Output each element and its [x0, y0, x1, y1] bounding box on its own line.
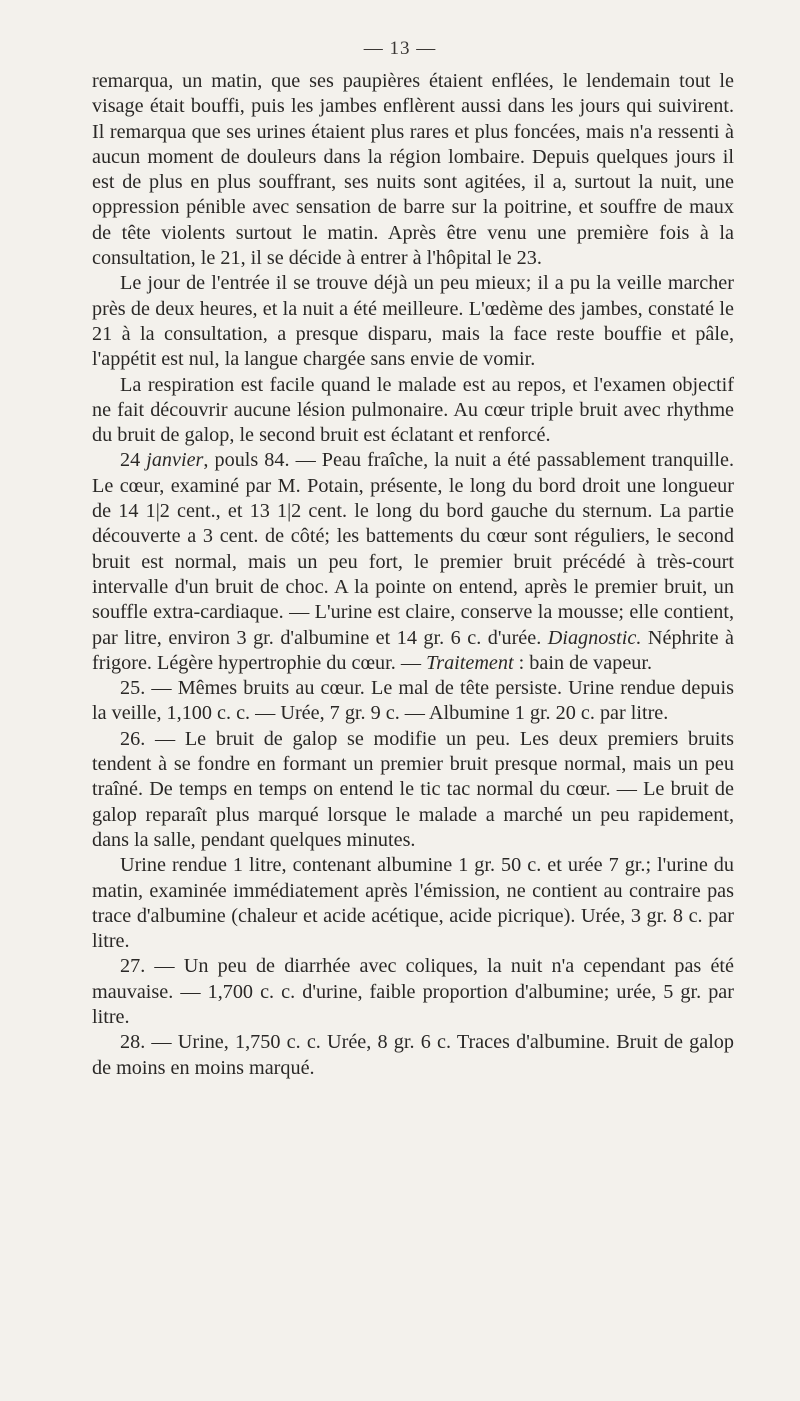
- paragraph: [92, 448, 734, 676]
- text-run: , pouls 84. — Peau fraîche, la nuit a été passablement tranquille. Le cœur, examiné par M. Potain, présente, le long du bord droit une longueur de 14 1|2 cent., et 13 1|2 cent. le long du bord gauche du sternum. La partie découverte a 3 cent. de côté; les battements du cœur sont réguliers, le second bruit est normal, mais un peu fort, le premier bruit précédé à très-court intervalle d'un bruit de choc. A la pointe on entend, après le premier bruit, un souffle extra-cardiaque. — L'urine est claire, conserve la mousse; elle contient, par litre, environ 3 gr. d'albumine et 14 gr. 6 c. d'urée.: [92, 449, 735, 649]
- text-run: 28. — Urine, 1,750 c. c. Urée, 8 gr. 6 c. Traces d'albumine. Bruit de galop de moins en moins marqué.: [92, 1031, 734, 1079]
- text-run: remarqua, un matin, que ses paupières étaient enflées, le lendemain tout le visage était bouffi, puis les jambes enflèrent aussi dans les jours qui suivirent. Il remarqua que ses urines étaient plus rares et plus foncées, mais n'a ressenti à aucun moment de douleurs dans la région lombaire. Depuis quelques jours il est de plus en plus souffrant, ses nuits sont agitées, il a, surtout la nuit, une oppression pénible avec sensation de barre sur la poitrine, et souffre de maux de tête violents surtout le matin. Après être venu une première fois à la consultation, le 21, il se décide à entrer à l'hôpital le 23.: [92, 70, 734, 270]
- text-run: La respiration est facile quand le malade est au repos, et l'examen objectif ne fait découvrir aucune lésion pulmonaire. Au cœur triple bruit avec rhythme du bruit de galop, le second bruit est éclatant et renforcé.: [92, 373, 734, 447]
- text-run: 27. — Un peu de diarrhée avec coliques, la nuit n'a cependant pas été mauvaise. — 1,700 c. c. d'urine, faible proportion d'albumine; urée, 5 gr. par litre.: [92, 955, 734, 1028]
- paragraph: [92, 727, 734, 853]
- italic-text: Diagnostic.: [547, 626, 642, 649]
- text-run: : bain de vapeur.: [513, 651, 653, 674]
- body-text: [92, 69, 734, 1081]
- paragraph: [92, 373, 734, 449]
- text-run: Urine rendue 1 litre, contenant albumine 1 gr. 50 c. et urée 7 gr.; l'urine du matin, examinée immédiatement après l'émission, ne contient au contraire pas trace d'albumine (chaleur et acide acétique, acide picrique). Urée, 3 gr. 8 c. par litre.: [92, 854, 734, 953]
- paragraph: [92, 853, 734, 954]
- paragraph: [92, 676, 734, 727]
- text-run: 26. — Le bruit de galop se modifie un peu. Les deux premiers bruits tendent à se fondre en formant un premier bruit presque normal, mais un peu traîné. De temps en temps on entend le tic tac normal du cœur. — Le bruit de galop reparaît plus marqué lorsque le malade a marché un peu rapidement, dans la salle, pendant quelques minutes.: [92, 727, 734, 851]
- italic-text: Traitement: [426, 651, 514, 674]
- text-run: 25. — Mêmes bruits au cœur. Le mal de tête persiste. Urine rendue depuis la veille, 1,100 c. c. — Urée, 7 gr. 9 c. — Albumine 1 gr. 20 c. par litre.: [92, 677, 734, 725]
- text-run: Le jour de l'entrée il se trouve déjà un peu mieux; il a pu la veille marcher près de deux heures, et la nuit a été meilleure. L'œdème des jambes, constaté le 21 à la consultation, a presque disparu, mais la face reste bouffie et pâle, l'appétit est nul, la langue chargée sans envie de vomir.: [92, 272, 734, 371]
- page-number: — 13 —: [363, 38, 437, 59]
- paragraph: [92, 1030, 734, 1081]
- italic-text: janvier: [146, 449, 204, 472]
- text-run: 24: [120, 449, 147, 472]
- paragraph: [92, 69, 734, 271]
- paragraph: [92, 271, 734, 372]
- text-run: Néphrite à frigore. Légère hypertrophie du cœur. —: [92, 626, 734, 674]
- paragraph: [92, 954, 734, 1030]
